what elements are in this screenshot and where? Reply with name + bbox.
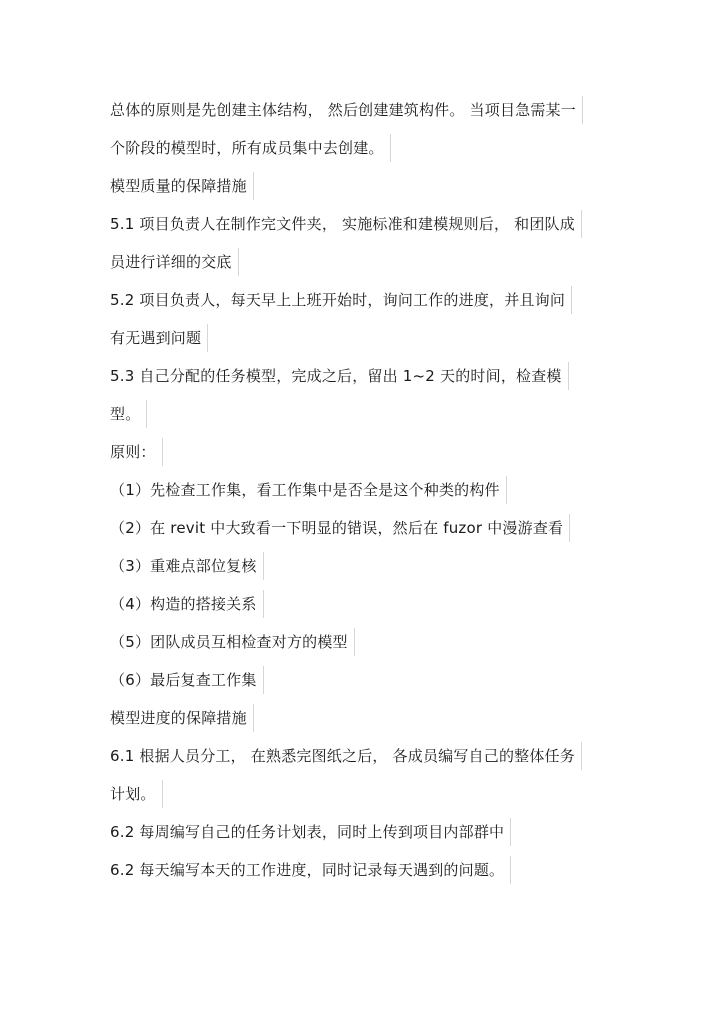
text-line: 员进行详细的交底 bbox=[110, 248, 239, 276]
text-line: 计划。 bbox=[110, 780, 163, 808]
text-line: 5.1 项目负责人在制作完文件夹， 实施标准和建模规则后， 和团队成 bbox=[110, 210, 582, 238]
text-line: 5.2 项目负责人，每天早上上班开始时，询问工作的进度，并且询问 bbox=[110, 286, 572, 314]
text-line: 6.2 每天编写本天的工作进度，同时记录每天遇到的问题。 bbox=[110, 856, 511, 884]
text-line: 个阶段的模型时，所有成员集中去创建。 bbox=[110, 134, 391, 162]
list-item: （5）团队成员互相检查对方的模型 bbox=[110, 628, 355, 656]
text-line: 6.2 每周编写自己的任务计划表，同时上传到项目内部群中 bbox=[110, 818, 511, 846]
list-item: （6）最后复查工作集 bbox=[110, 666, 264, 694]
list-item: （2）在 revit 中大致看一下明显的错误，然后在 fuzor 中漫游查看 bbox=[110, 514, 570, 542]
section-heading: 模型质量的保障措施 bbox=[110, 172, 254, 200]
text-line: 有无遇到问题 bbox=[110, 324, 208, 352]
text-line: 5.3 自己分配的任务模型，完成之后，留出 1~2 天的时间，检查模 bbox=[110, 362, 569, 390]
list-item: （4）构造的搭接关系 bbox=[110, 590, 264, 618]
text-line: 型。 bbox=[110, 400, 147, 428]
text-line: 6.1 根据人员分工， 在熟悉完图纸之后， 各成员编写自己的整体任务 bbox=[110, 742, 582, 770]
list-item: （1）先检查工作集，看工作集中是否全是这个种类的构件 bbox=[110, 476, 507, 504]
list-item: （3）重难点部位复核 bbox=[110, 552, 264, 580]
section-heading: 模型进度的保障措施 bbox=[110, 704, 254, 732]
text-line: 原则： bbox=[110, 438, 163, 466]
text-line: 总体的原则是先创建主体结构， 然后创建建筑构件。 当项目急需某一 bbox=[110, 96, 583, 124]
